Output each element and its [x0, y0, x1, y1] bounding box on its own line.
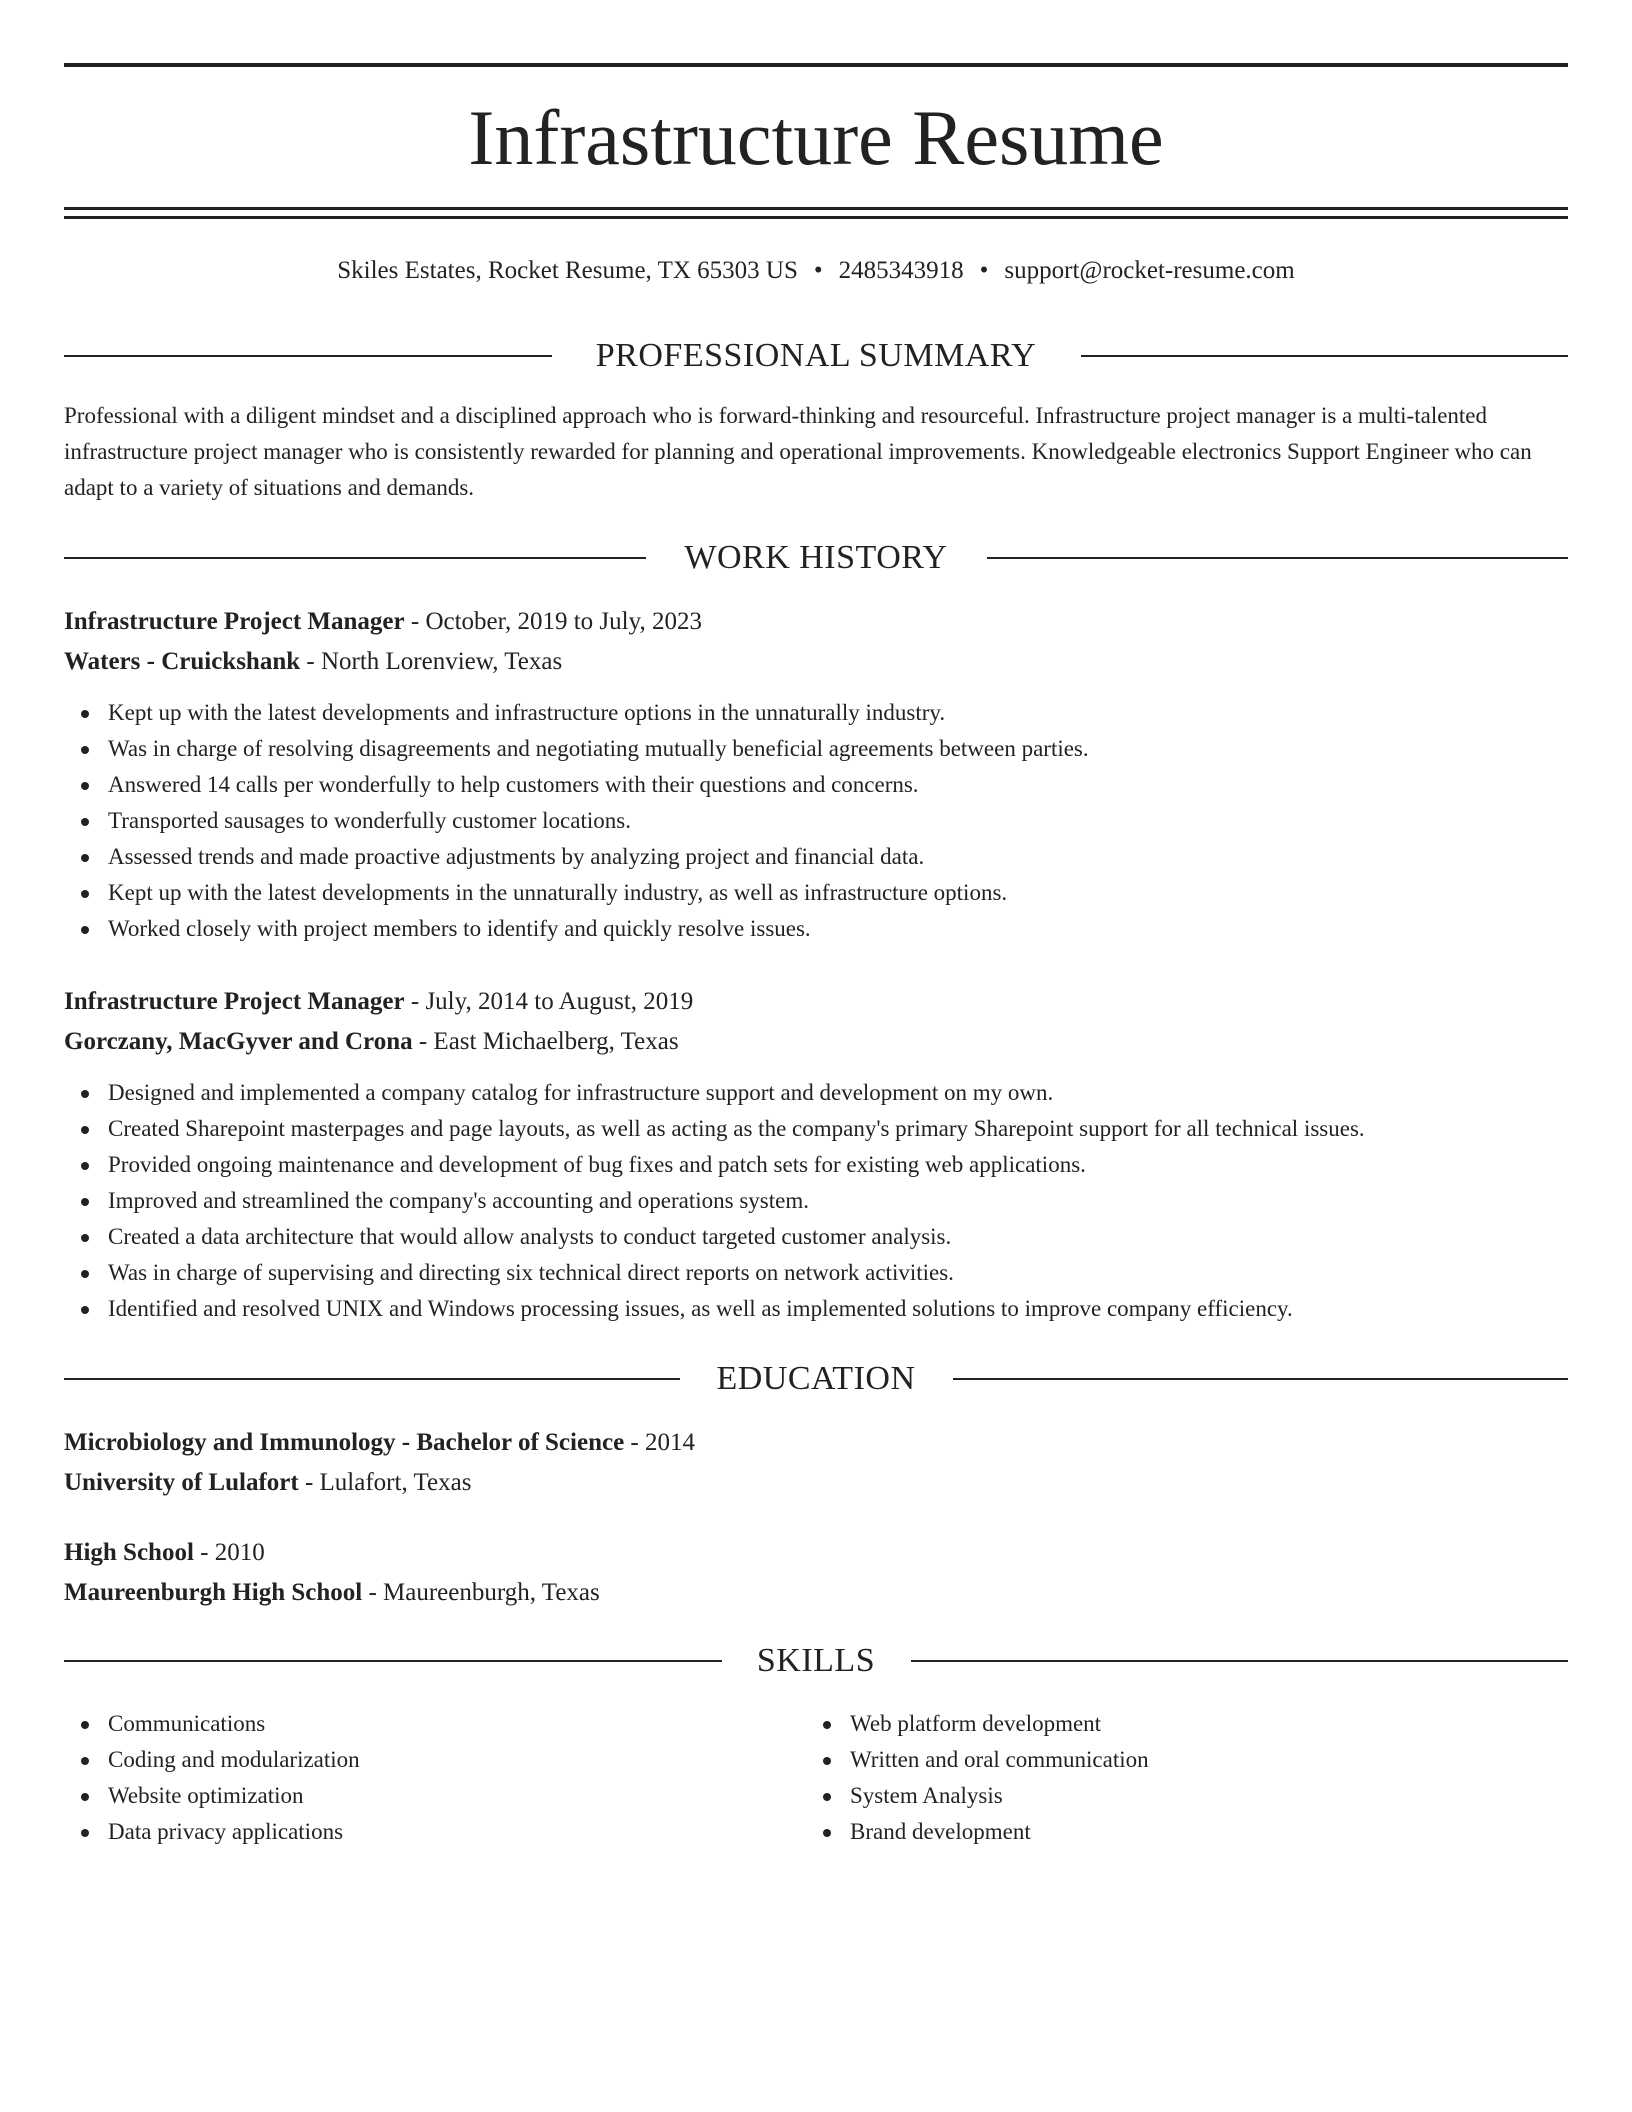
job-title-line — [64, 602, 1568, 642]
list-item: Kept up with the latest developments and infrastructure options in the unnaturally industry. — [64, 695, 1568, 731]
list-item: Answered 14 calls per wonderfully to help customers with their questions and concerns. — [64, 767, 1568, 803]
page-title: Infrastructure Resume — [468, 94, 1164, 181]
job-company-line — [64, 642, 1568, 682]
job-company-line — [64, 1022, 1568, 1062]
education-school: Maureenburgh High School — [64, 1579, 363, 1606]
job-company: Waters - Cruickshank — [64, 648, 301, 675]
education-school-line — [64, 1573, 1568, 1613]
contact-line — [64, 254, 1568, 288]
education-degree-line — [64, 1533, 1568, 1573]
education-degree: Microbiology and Immunology - Bachelor of Science — [64, 1429, 625, 1456]
skill-item: Written and oral communication — [806, 1742, 1506, 1778]
skills-list-right — [806, 1706, 1506, 1850]
list-item: Provided ongoing maintenance and development of bug fixes and patch sets for existing web applications. — [64, 1147, 1568, 1183]
job-bullets — [64, 1075, 1568, 1327]
education-year: - 2010 — [193, 1539, 265, 1566]
list-item: Created a data architecture that would allow analysts to conduct targeted customer analysis. — [64, 1219, 1568, 1255]
job-title: Infrastructure Project Manager — [64, 608, 405, 635]
skill-item: Coding and modularization — [64, 1742, 764, 1778]
skill-item: Web platform development — [806, 1706, 1506, 1742]
job-dates: - October, 2019 to July, 2023 — [404, 608, 702, 635]
job-location: - North Lorenview, Texas — [300, 648, 563, 675]
list-item: Identified and resolved UNIX and Windows processing issues, as well as implemented solutions to improve company efficiency. — [64, 1291, 1568, 1327]
education-location: - Maureenburgh, Texas — [362, 1579, 600, 1606]
section-heading-summary — [64, 336, 1568, 376]
skill-item: Communications — [64, 1706, 764, 1742]
list-item: Assessed trends and made proactive adjustments by analyzing project and financial data. — [64, 839, 1568, 875]
job-company: Gorczany, MacGyver and Crona — [64, 1028, 413, 1055]
contact-address: Skiles Estates, Rocket Resume, TX 65303 US — [337, 257, 798, 284]
education-degree: High School — [64, 1539, 194, 1566]
skill-item: System Analysis — [806, 1778, 1506, 1814]
skill-item: Website optimization — [64, 1778, 764, 1814]
top-rule — [64, 63, 1568, 67]
section-heading-skills — [64, 1641, 1568, 1681]
job-dates: - July, 2014 to August, 2019 — [404, 988, 694, 1015]
section-heading-work-history — [64, 538, 1568, 578]
job-title: Infrastructure Project Manager — [64, 988, 405, 1015]
contact-separator: • — [813, 257, 823, 284]
list-item: Designed and implemented a company catalog for infrastructure support and development on my own. — [64, 1075, 1568, 1111]
education-year: - 2014 — [624, 1429, 695, 1456]
section-title: EDUCATION — [684, 1360, 947, 1397]
contact-email: support@rocket-resume.com — [1004, 257, 1295, 284]
education-location: - Lulafort, Texas — [298, 1469, 472, 1496]
list-item: Created Sharepoint masterpages and page layouts, as well as acting as the company's primary Sharepoint support for all technical issues. — [64, 1111, 1568, 1147]
job-title-line — [64, 982, 1568, 1022]
job-bullets — [64, 695, 1568, 947]
contact-separator: • — [979, 257, 989, 284]
list-item: Kept up with the latest developments in the unnaturally industry, as well as infrastructure options. — [64, 875, 1568, 911]
education-school-line — [64, 1463, 1568, 1503]
summary-text: Professional with a diligent mindset and a disciplined approach who is forward-thinking and resourceful. Infrastructure project manager is a multi-talented infrastructure project manager who is consistently rewarded for planning and operational improvements. Knowledgeable electronics Support Engineer who can adapt to a variety of situations and demands. — [64, 403, 1532, 500]
skills-list-left — [64, 1706, 764, 1850]
list-item: Was in charge of supervising and directing six technical direct reports on network activities. — [64, 1255, 1568, 1291]
list-item: Improved and streamlined the company's accounting and operations system. — [64, 1183, 1568, 1219]
education-degree-line — [64, 1423, 1568, 1463]
list-item: Transported sausages to wonderfully customer locations. — [64, 803, 1568, 839]
list-item: Worked closely with project members to identify and quickly resolve issues. — [64, 911, 1568, 947]
skill-item: Brand development — [806, 1814, 1506, 1850]
section-title: WORK HISTORY — [652, 539, 979, 576]
section-heading-education — [64, 1359, 1568, 1399]
section-title: PROFESSIONAL SUMMARY — [564, 337, 1068, 374]
education-school: University of Lulafort — [64, 1469, 299, 1496]
list-item: Was in charge of resolving disagreements and negotiating mutually beneficial agreements between parties. — [64, 731, 1568, 767]
title-double-rule — [64, 207, 1568, 219]
job-location: - East Michaelberg, Texas — [412, 1028, 679, 1055]
contact-phone: 2485343918 — [838, 257, 964, 284]
skill-item: Data privacy applications — [64, 1814, 764, 1850]
section-title: SKILLS — [725, 1642, 907, 1679]
